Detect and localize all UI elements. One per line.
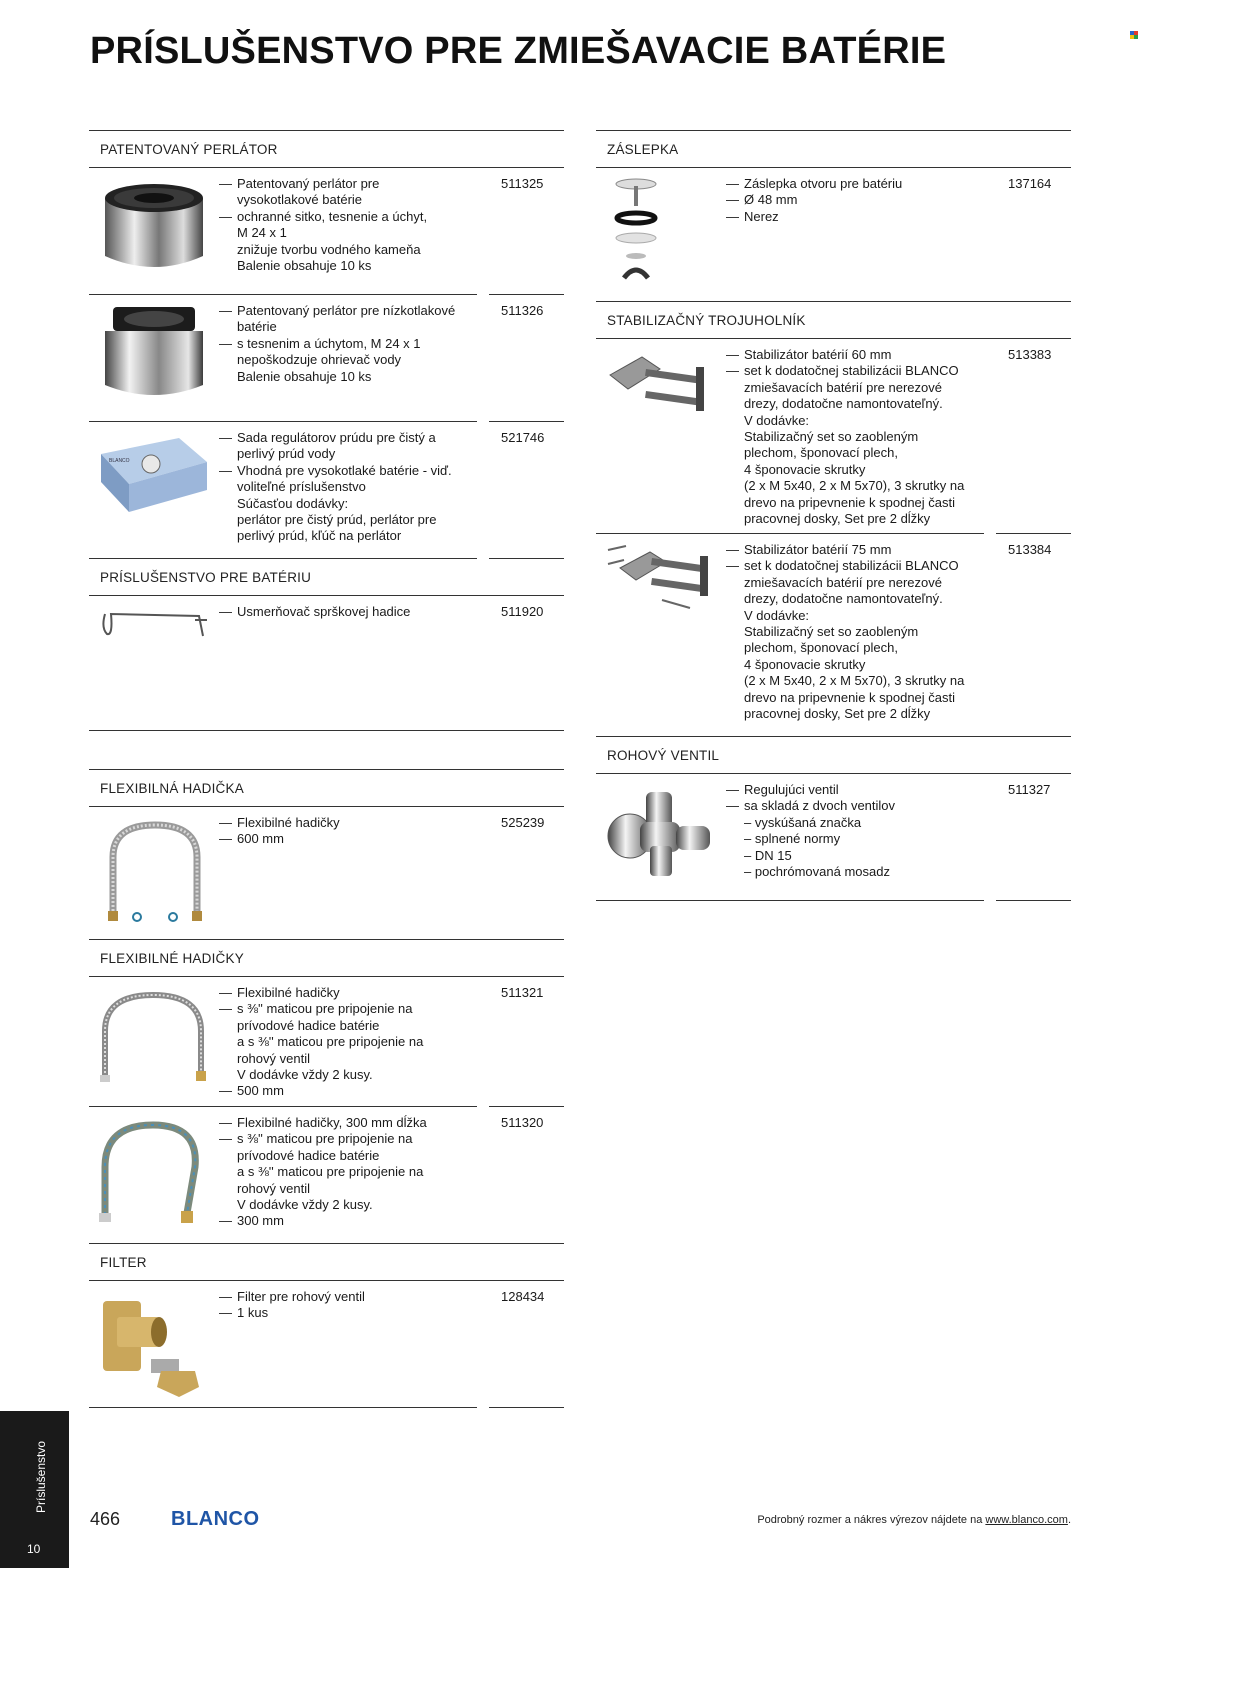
stabilizer-60-icon xyxy=(606,349,716,419)
section-title-accessory: PRÍSLUŠENSTVO PRE BATÉRIU xyxy=(89,559,564,596)
product-511325: — Patentovaný perlátor pre vysokotlakové batérie — ochranné sitko, tesnenie a úchyt, M 24 x 1 znižuje tvorbu vodného kameňa Balenie obsahuje 10 ks 511325 xyxy=(89,168,564,295)
aerator-high-pressure-icon xyxy=(99,178,209,278)
product-513383: — Stabilizátor batérií 60 mm — set k dodatočnej stabilizácii BLANCO zmiešavacích batérií pre nerezové drezy, dodatočne namontovateľný. V dodávke: Stabilizačný set so zaobleným plechom, šponovací plech, 4 šponovacie skrutky (2 x M 5x40, 2 x M 5x70), 3 skrutky na drevo na pripevnenie k spodnej časti pracovnej dosky, Set pre 2 dĺžky 513383 xyxy=(596,339,1071,534)
product-511920: — Usmerňovač sprškovej hadice 511920 xyxy=(89,596,564,731)
product-513384: — Stabilizátor batérií 75 mm — set k dodatočnej stabilizácii BLANCO zmiešavacích batérií pre nerezové drezy, dodatočne namontovateľný. V dodávke: Stabilizačný set so zaobleným plechom, šponovací plech, 4 šponovacie skrutky (2 x M 5x40, 2 x M 5x70), 3 skrutky na drevo na pripevnenie k spodnej časti pracovnej dosky, Set pre 2 dĺžky 513384 xyxy=(596,534,1071,737)
page-number: 466 xyxy=(90,1509,121,1529)
angle-valve-image xyxy=(596,774,726,900)
footer-note-text: Podrobný rozmer a nákres výrezov nájdete na xyxy=(757,1514,983,1526)
aerator-image xyxy=(89,168,219,294)
flex-hose-image xyxy=(89,807,219,939)
brand-logo: BLANCO xyxy=(171,1508,260,1530)
blanking-cap-icon xyxy=(606,178,666,290)
product-511327: — Regulujúci ventil — sa skladá z dvoch ventilov – vyskúšaná značka – splnené normy – DN 15 – pochrómovaná mosadz 511327 xyxy=(596,774,1071,901)
section-tab xyxy=(0,1411,69,1568)
stabilizer-image xyxy=(596,534,726,736)
section-title-flex-hose: FLEXIBILNÁ HADIČKA xyxy=(89,769,564,807)
product-code: 513383 xyxy=(1008,347,1052,362)
product-code: 511321 xyxy=(501,985,544,1000)
filter-image xyxy=(89,1281,219,1407)
left-column xyxy=(89,130,564,1408)
section-title-angle-valve: ROHOVÝ VENTIL xyxy=(596,737,1071,774)
flex-hose-300-icon xyxy=(99,1117,209,1227)
angle-valve-icon xyxy=(606,784,716,884)
page-title: PRÍSLUŠENSTVO PRE ZMIEŠAVACIE BATÉRIE xyxy=(90,30,947,72)
product-511326: — Patentovaný perlátor pre nízkotlakové batérie — s tesnenim a úchytom, M 24 x 1 nepoškodzuje ohrievač vody Balenie obsahuje 10 ks 511326 xyxy=(89,295,564,422)
svg-text:BLANCO: BLANCO xyxy=(109,458,130,464)
product-137164: — Záslepka otvoru pre batériu — Ø 48 mm — Nerez 137164 xyxy=(596,168,1071,302)
aerator-low-pressure-icon xyxy=(99,305,209,405)
product-code: 511327 xyxy=(1008,782,1051,797)
section-title-filter: FILTER xyxy=(89,1244,564,1281)
product-code: 511325 xyxy=(501,176,544,191)
flex-hose-500-icon xyxy=(99,987,209,1087)
cap-image xyxy=(596,168,726,301)
stabilizer-image xyxy=(596,339,726,533)
section-title-stabilizer: STABILIZAČNÝ TROJUHOLNÍK xyxy=(596,302,1071,339)
product-525239: — Flexibilné hadičky — 600 mm 525239 xyxy=(89,807,564,940)
product-511320: — Flexibilné hadičky, 300 mm dĺžka — s ⅜'' maticou pre pripojenie na prívodové hadice batérie a s ⅜'' maticou pre pripojenie na rohový ventil V dodávke vždy 2 kusy. — 300 mm 511320 xyxy=(89,1107,564,1244)
product-code: 128434 xyxy=(501,1289,545,1304)
flex-hose-600-icon xyxy=(99,817,209,927)
website-link[interactable]: www.blanco.com xyxy=(985,1514,1068,1526)
product-511321: — Flexibilné hadičky — s ⅜'' maticou pre pripojenie na prívodové hadice batérie a s ⅜'' maticou pre pripojenie na rohový ventil V dodávke vždy 2 kusy. — 500 mm 511321 xyxy=(89,977,564,1107)
product-code: 521746 xyxy=(501,430,545,445)
flex-hose-image xyxy=(89,1107,219,1243)
product-code: 511920 xyxy=(501,604,544,619)
product-code: 525239 xyxy=(501,815,545,830)
product-521746: BLANCO — Sada regulátorov prúdu pre čistý a perlivý prúd vody — Vhodná pre vysokotlaké batérie - viď. voliteľné príslušenstvo Súčasťou dodávky: perlátor pre čistý prúd, perlátor pre perlivý prúd, kľúč na perlátor 521746 xyxy=(89,422,564,559)
product-code: 137164 xyxy=(1008,176,1052,191)
aerator-image xyxy=(89,295,219,421)
section-title-perlator: PATENTOVANÝ PERLÁTOR xyxy=(89,130,564,168)
regulator-set-image xyxy=(89,422,219,558)
section-tab-number: 10 xyxy=(27,1542,41,1556)
section-title-flex-hoses: FLEXIBILNÉ HADIČKY xyxy=(89,940,564,977)
section-title-cap: ZÁSLEPKA xyxy=(596,130,1071,168)
flex-hose-image xyxy=(89,977,219,1106)
product-code: 511326 xyxy=(501,303,544,318)
hose-guide-icon xyxy=(99,606,209,646)
section-tab-label: Príslušenstvo xyxy=(34,1440,48,1513)
footer-note: Podrobný rozmer a nákres výrezov nájdete na www.blanco.com. xyxy=(757,1514,1071,1526)
product-code: 513384 xyxy=(1008,542,1052,557)
product-code: 511320 xyxy=(501,1115,544,1130)
product-box-icon xyxy=(99,432,209,522)
color-mark-icon xyxy=(1130,31,1138,39)
hose-guide-image xyxy=(89,596,219,730)
stabilizer-75-icon xyxy=(606,544,716,614)
right-column xyxy=(596,130,1071,901)
product-128434: — Filter pre rohový ventil — 1 kus 128434 xyxy=(89,1281,564,1408)
brass-filter-icon xyxy=(99,1291,209,1401)
